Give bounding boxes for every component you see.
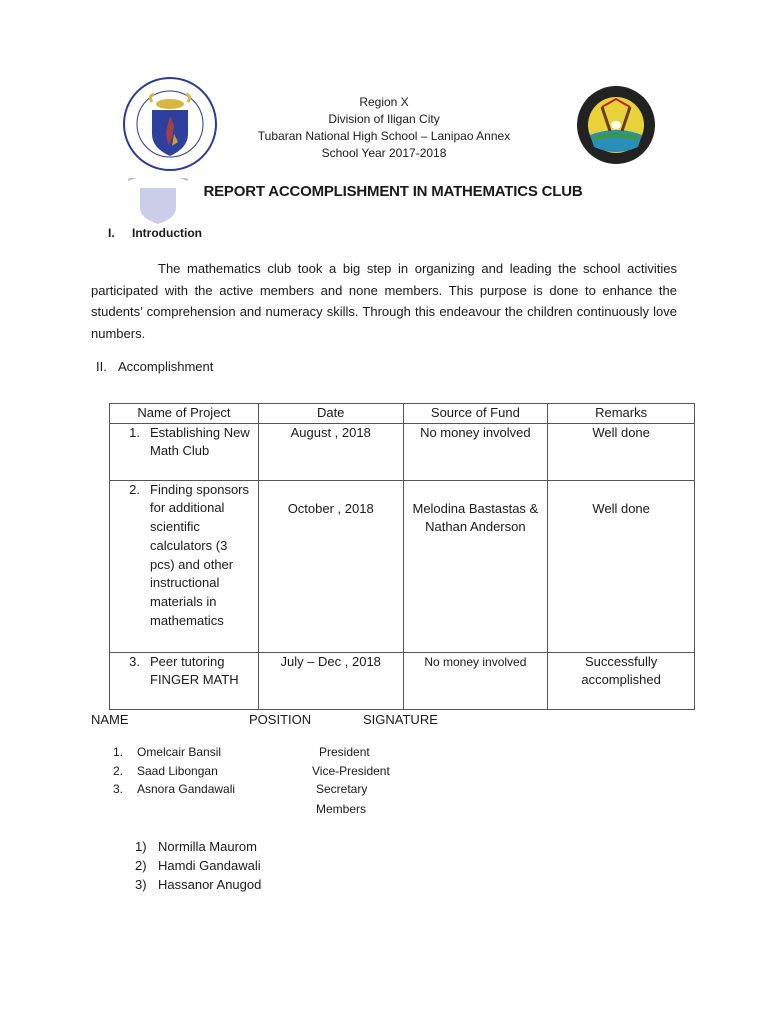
member-name: Hamdi Gandawali	[158, 858, 261, 873]
paragraph-text: The mathematics club took a big step in organizing and leading the school activities participated with the active members and none members. This purpose is done to enhance the students’ comprehension and numeracy skills. Through this endeavour the children continuously love numbers.	[91, 261, 677, 341]
date-text: October , 2018	[287, 500, 374, 516]
member-name: Hassanor Anugod	[158, 877, 262, 892]
introduction-heading	[108, 226, 202, 240]
column-header-date: Date	[258, 404, 403, 424]
fund-cell: No money involved	[403, 652, 548, 709]
table-row	[110, 423, 695, 480]
member-item	[135, 858, 261, 873]
column-header-fund: Source of Fund	[403, 404, 548, 424]
project-name: Establishing New Math Club	[150, 424, 250, 459]
officer-item	[113, 745, 221, 759]
officer-position: Secretary	[316, 782, 368, 796]
officer-item	[113, 782, 235, 796]
date-cell	[258, 480, 403, 652]
region-text: Region X	[359, 95, 409, 109]
accomplishment-heading	[96, 359, 213, 374]
remarks-cell: Well done	[548, 423, 695, 480]
table-row	[110, 480, 695, 652]
remarks-cell	[548, 480, 695, 652]
position-column-label: POSITION	[249, 712, 312, 727]
project-cell	[110, 652, 259, 709]
officer-item	[113, 764, 218, 778]
list-number: 3)	[135, 877, 147, 892]
list-number: 1)	[135, 839, 147, 854]
row-number: 2.	[129, 481, 140, 497]
table-row	[110, 652, 695, 709]
officer-position: President	[319, 745, 370, 759]
member-name: Normilla Maurom	[158, 839, 257, 854]
officer-position: Vice-President	[312, 764, 390, 778]
introduction-paragraph	[91, 258, 677, 344]
project-name: Finding sponsors for additional scientific calculators (3 pcs) and other instructional materials in mathematics	[150, 481, 249, 628]
officer-name: Omelcair Bansil	[137, 745, 222, 759]
section-number: I.	[108, 226, 115, 240]
section-title: Introduction	[132, 226, 202, 240]
remarks-text: Well done	[592, 500, 650, 516]
date-cell: July – Dec , 2018	[258, 652, 403, 709]
list-number: 1.	[113, 745, 124, 759]
list-number: 2)	[135, 858, 147, 873]
table-header-row	[110, 404, 695, 424]
officer-name: Asnora Gandawali	[137, 782, 236, 796]
row-number: 1.	[129, 424, 140, 440]
column-header-project: Name of Project	[110, 404, 259, 424]
division-text: Division of Iligan City	[328, 112, 440, 126]
remarks-cell: Successfully accomplished	[548, 652, 695, 709]
fund-cell: No money involved	[403, 423, 548, 480]
officer-name: Saad Libongan	[137, 764, 218, 778]
list-number: 3.	[113, 782, 124, 796]
signature-column-label: SIGNATURE	[363, 712, 438, 727]
section-title: Accomplishment	[118, 359, 214, 374]
project-cell	[110, 480, 259, 652]
member-item	[135, 877, 261, 892]
accomplishment-table	[109, 403, 695, 710]
school-seal-icon	[576, 85, 656, 165]
document-title: REPORT ACCOMPLISHMENT IN MATHEMATICS CLUB	[203, 183, 583, 200]
fund-cell	[403, 480, 548, 652]
school-name-text: Tubaran National High School – Lanipao Annex	[257, 129, 511, 143]
section-number: II.	[96, 359, 107, 374]
list-number: 2.	[113, 764, 124, 778]
date-cell: August , 2018	[258, 423, 403, 480]
member-item	[135, 839, 257, 854]
row-number: 3.	[129, 653, 140, 669]
project-name: Peer tutoring FINGER MATH	[150, 653, 239, 688]
column-header-remarks: Remarks	[548, 404, 695, 424]
school-year-text: School Year 2017-2018	[321, 146, 447, 160]
project-cell	[110, 423, 259, 480]
fund-text: Melodina Bastastas & Nathan Anderson	[412, 500, 539, 535]
name-column-label: NAME	[91, 712, 129, 727]
members-label: Members	[316, 802, 367, 816]
